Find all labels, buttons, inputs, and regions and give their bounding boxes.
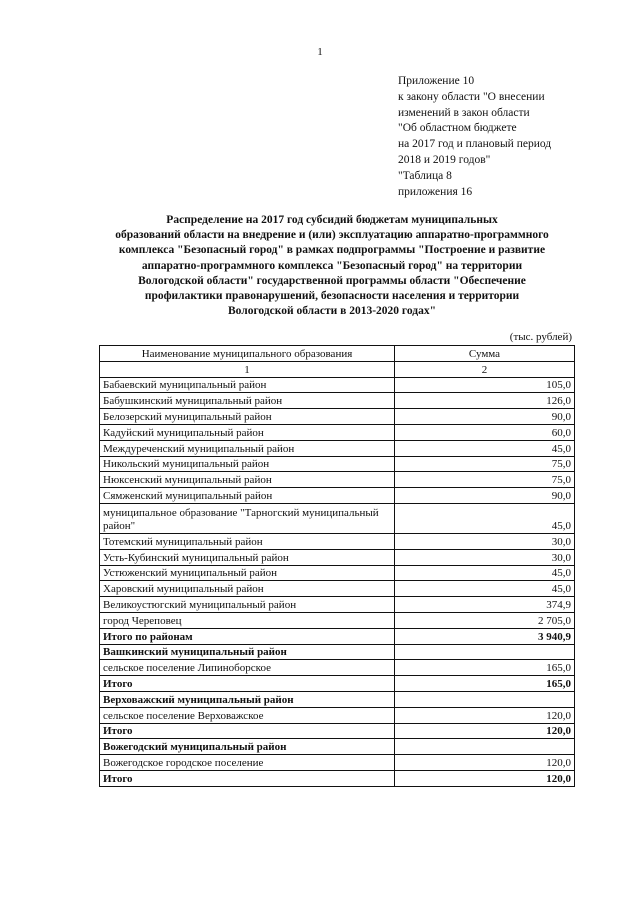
cell-name: Великоустюгский муниципальный район [100,597,395,613]
cell-sum: 75,0 [395,456,575,472]
cell-name: Усть-Кубинский муниципальный район [100,549,395,565]
appendix-line: приложения 16 [398,185,473,198]
appendix-line: Приложение 10 [398,75,475,87]
column-number: 2 [395,361,575,377]
cell-name: Итого [100,770,395,786]
table-row [100,533,575,549]
title-line: Вологодской области" государственной программы области "Обеспечение [138,274,526,287]
title-line: комплекса "Безопасный город" в рамках подпрограммы "Построение и развитие [118,244,546,257]
column-number: 1 [100,361,395,377]
table-row [100,488,575,504]
cell-name: Междуреченский муниципальный район [100,440,395,456]
cell-name: город Череповец [100,612,395,628]
appendix-header [398,74,551,200]
cell-sum: 45,0 [395,565,575,581]
section-row [100,739,575,755]
cell-name: сельское поселение Верховажское [100,707,395,723]
cell-sum: 165,0 [395,676,575,692]
document-title [90,213,574,319]
cell-name: Бабушкинский муниципальный район [100,393,395,409]
cell-name: Верховажский муниципальный район [100,691,395,707]
cell-name: Бабаевский муниципальный район [100,377,395,393]
cell-sum [395,691,575,707]
cell-name: Устюженский муниципальный район [100,565,395,581]
cell-sum: 30,0 [395,549,575,565]
cell-sum: 75,0 [395,472,575,488]
cell-sum: 120,0 [395,707,575,723]
table-row [100,393,575,409]
table-row [100,424,575,440]
cell-name: Сямженский муниципальный район [100,488,395,504]
column-number-row [100,361,575,377]
cell-sum [395,644,575,660]
section-row [100,644,575,660]
appendix-line: к закону области "О внесении [398,90,545,103]
cell-sum [395,739,575,755]
title-line: Вологодской области в 2013-2020 годах" [228,305,436,318]
total-row [100,723,575,739]
cell-name: Тотемский муниципальный район [100,533,395,549]
cell-sum: 45,0 [395,440,575,456]
cell-sum: 120,0 [395,770,575,786]
cell-sum: 90,0 [395,409,575,425]
cell-sum: 374,9 [395,597,575,613]
cell-name: сельское поселение Липиноборское [100,660,395,676]
table-row [100,409,575,425]
title-line: аппаратно-программного комплекса "Безопасный город" на территории [141,259,523,272]
table-row [100,503,575,533]
cell-sum: 165,0 [395,660,575,676]
cell-name: муниципальное образование "Тарногский муниципальный район" [100,503,395,533]
cell-sum: 30,0 [395,533,575,549]
appendix-line: "Об областном бюджете [398,122,517,135]
cell-sum: 120,0 [395,755,575,771]
cell-name: Итого [100,723,395,739]
appendix-line: "Таблица 8 [398,169,452,182]
cell-name: Итого по районам [100,628,395,644]
cell-sum: 90,0 [395,488,575,504]
table-header-row [100,346,575,362]
cell-sum: 45,0 [395,503,575,533]
appendix-line: на 2017 год и плановый период [398,138,552,151]
cell-name: Нюксенский муниципальный район [100,472,395,488]
cell-sum: 2 705,0 [395,612,575,628]
table-row [100,755,575,771]
column-header-name: Наименование муниципального образования [100,346,395,362]
table-row [100,565,575,581]
total-row [100,676,575,692]
cell-name: Кадуйский муниципальный район [100,424,395,440]
cell-sum: 45,0 [395,581,575,597]
appendix-line: изменений в закон области [398,106,530,119]
title-line: Распределение на 2017 год субсидий бюджетам муниципальных [166,214,498,226]
table-row [100,549,575,565]
page-number: 1 [317,46,323,58]
table-row [100,440,575,456]
total-row [100,628,575,644]
table-row [100,597,575,613]
cell-sum: 105,0 [395,377,575,393]
cell-name: Вашкинский муниципальный район [100,644,395,660]
table-row [100,612,575,628]
subsidy-table [99,345,575,787]
cell-sum: 3 940,9 [395,628,575,644]
units-label: (тыс. рублей) [509,331,572,343]
cell-name: Вожегодское городское поселение [100,755,395,771]
cell-name: Вожегодский муниципальный район [100,739,395,755]
column-header-sum: Сумма [395,346,575,362]
total-row [100,770,575,786]
appendix-line: 2018 и 2019 годов" [398,153,491,166]
cell-name: Белозерский муниципальный район [100,409,395,425]
table-row [100,472,575,488]
cell-sum: 120,0 [395,723,575,739]
cell-name: Итого [100,676,395,692]
table-row [100,660,575,676]
cell-sum: 60,0 [395,424,575,440]
cell-sum: 126,0 [395,393,575,409]
table-row [100,456,575,472]
title-line: образований области на внедрение и (или) эксплуатацию аппаратно-программного [115,229,549,242]
table-row [100,581,575,597]
cell-name: Никольский муниципальный район [100,456,395,472]
title-line: профилактики правонарушений, безопасности населения и территории [144,290,520,303]
table-row [100,377,575,393]
table-row [100,707,575,723]
cell-name: Харовский муниципальный район [100,581,395,597]
section-row [100,691,575,707]
